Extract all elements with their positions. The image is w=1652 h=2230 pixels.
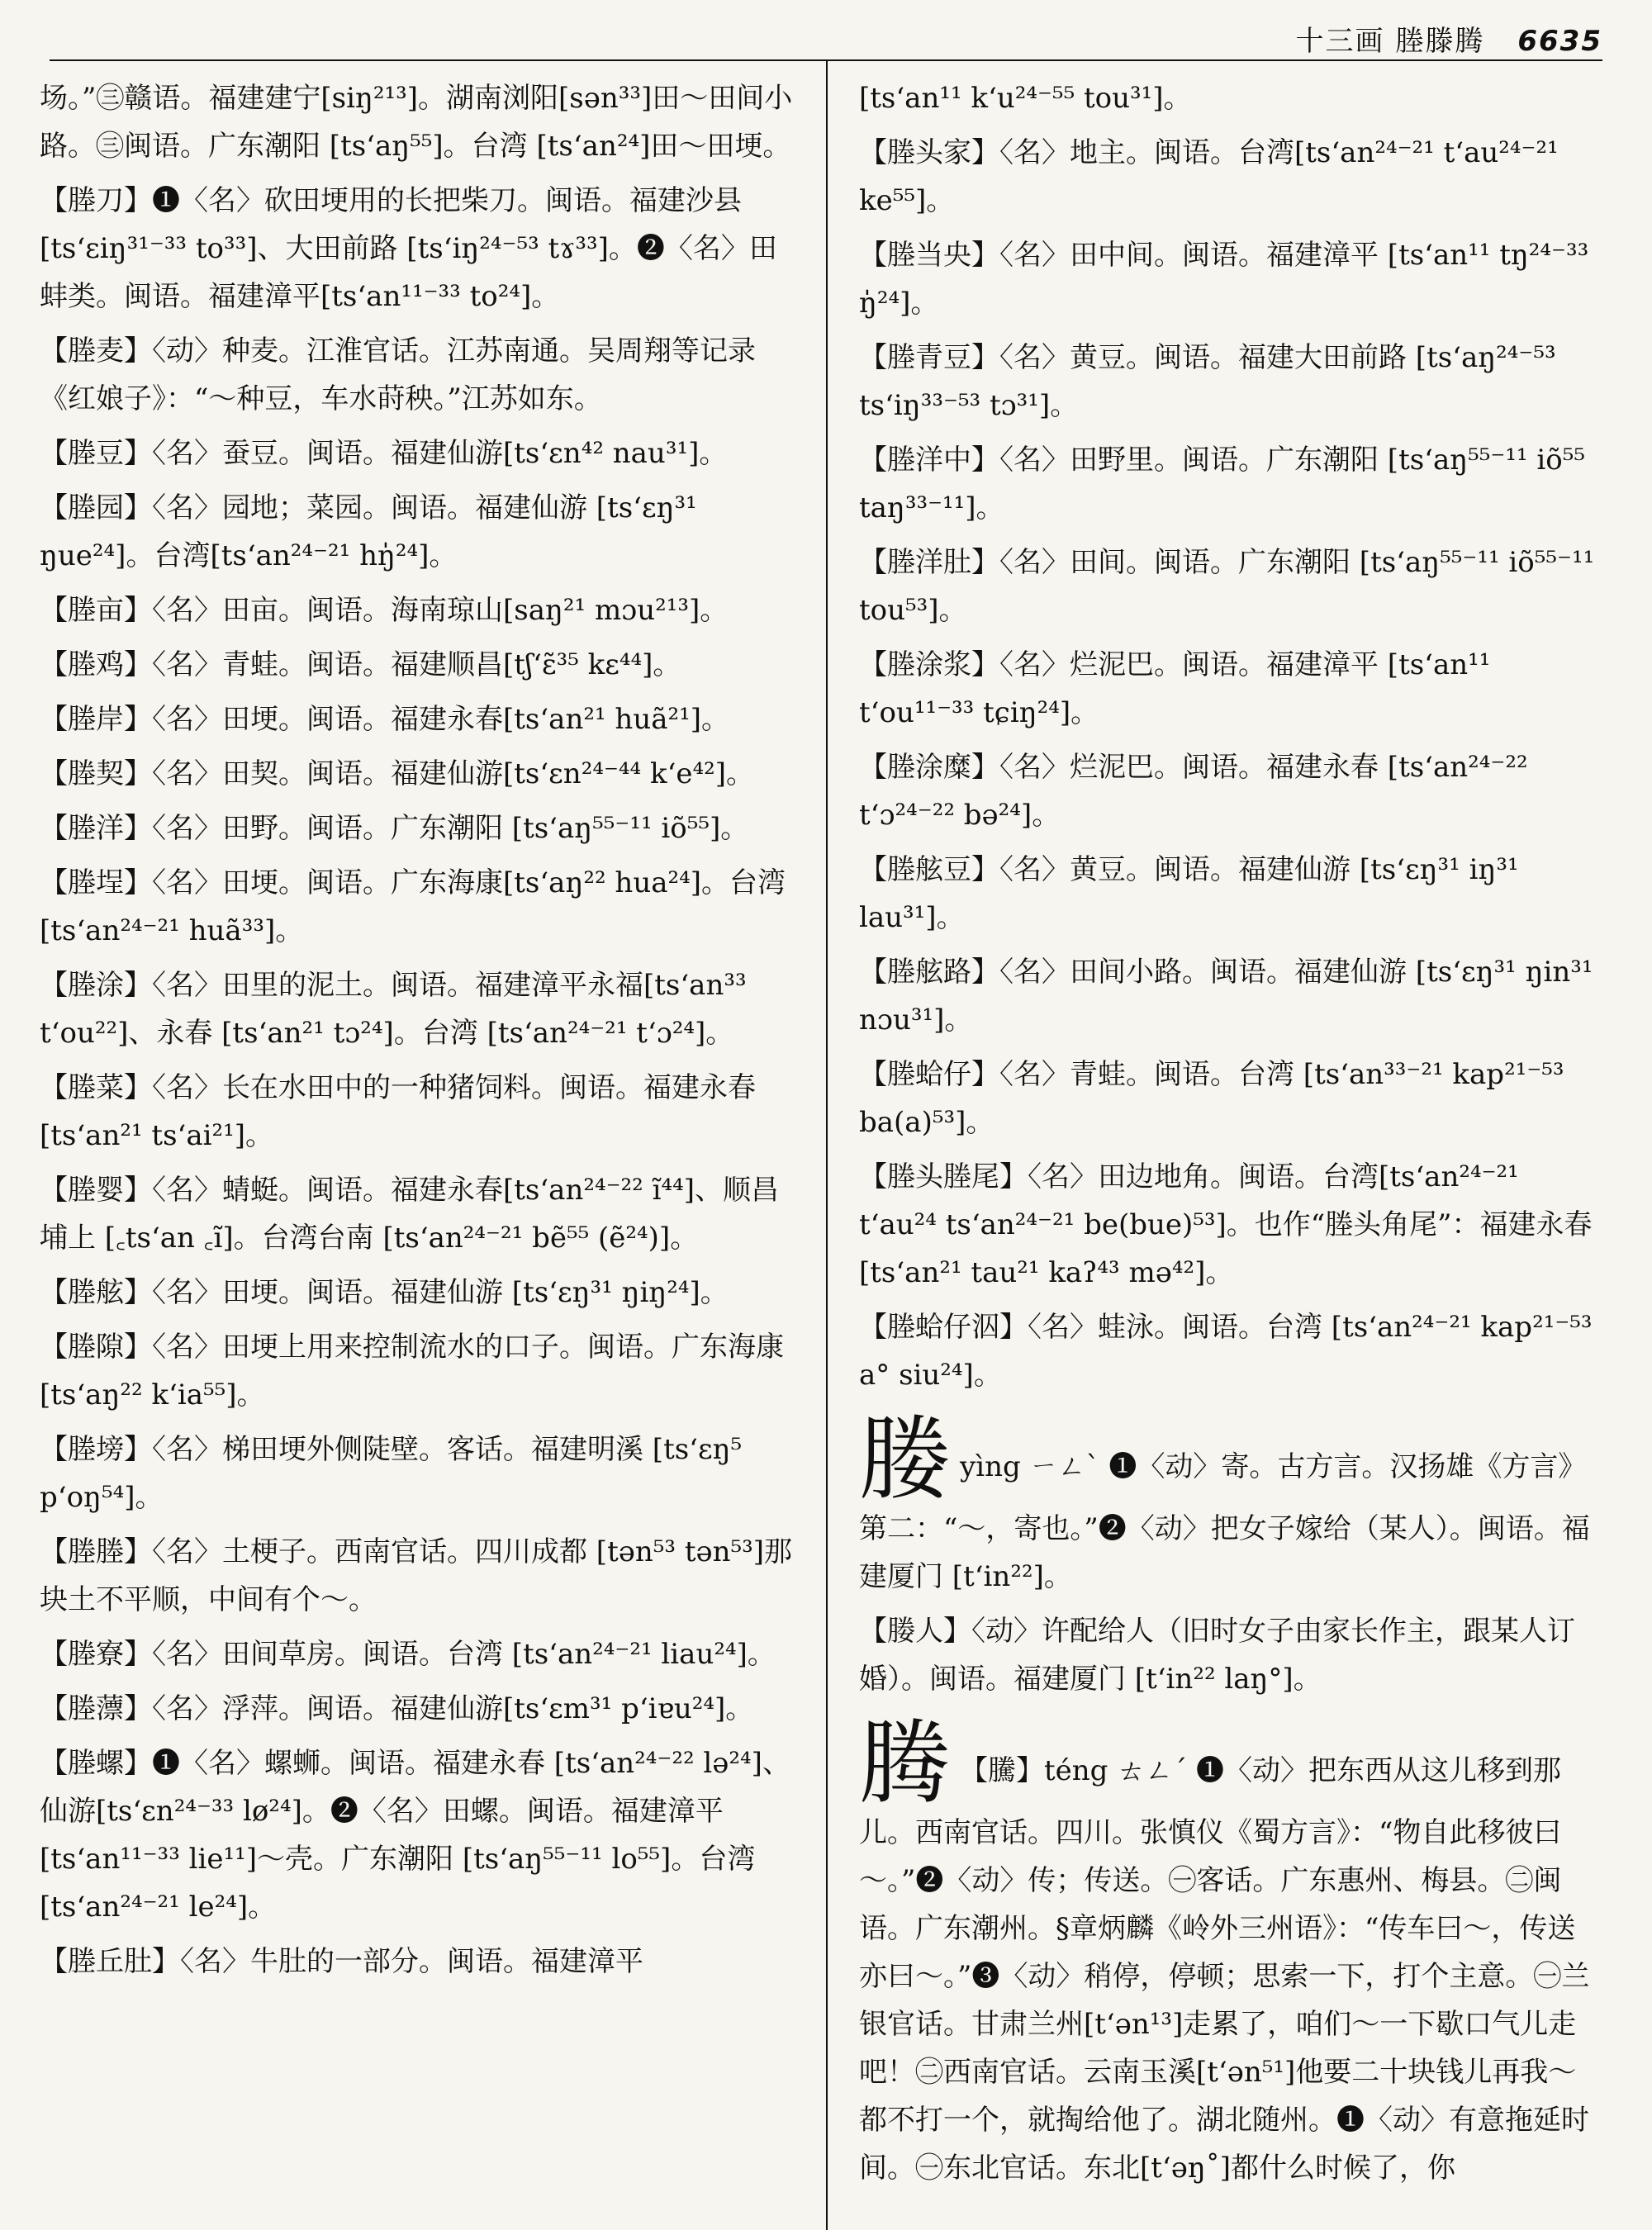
entry-ha-zai: 【塍蛤仔】〈名〉青蛙。闽语。台湾 [ts‘an³³⁻²¹ kap²¹⁻⁵³ ba(a)⁵³]。 (859, 1058, 1564, 1139)
entry-ying: 【塍婴】〈名〉蜻蜓。闽语。福建永春[ts‘an²⁴⁻²² ĩ⁴⁴]、顺昌埔上 [꜀ts‘an ꜀ĩ]。台湾台南 [ts‘an²⁴⁻²¹ bẽ⁵⁵ (ẽ²⁴)]。 (40, 1174, 780, 1255)
entry-tou-wei: 【塍头塍尾】〈名〉田边地角。闽语。台湾[ts‘an²⁴⁻²¹ t‘au²⁴ ts‘an²⁴⁻²¹ be(bue)⁵³]。也作“塍头角尾”：福建永春 [ts‘an²¹ tau²¹ kaʔ⁴³ mə⁴²]。 (859, 1160, 1593, 1289)
entry-tu-dao: 【塍刀】❶〈名〉砍田埂用的长把柴刀。闽语。福建沙县[ts‘ɛiŋ³¹⁻³³ to³³]、大田前路 [ts‘iŋ²⁴⁻⁵³ tɤ³³]。❷〈名〉田蚌类。闽语。福建漳平[ts‘an¹¹⁻³³ to²⁴]。 (40, 184, 777, 313)
entry-qiu-du: 【塍丘肚】〈名〉牛肚的一部分。闽语。福建漳平 (40, 1945, 643, 1978)
header-title: 十三画 塍滕腾 (1295, 25, 1485, 58)
entry-an: 【塍岸】〈名〉田埂。闽语。福建永春[ts‘an²¹ huã²¹]。 (40, 703, 730, 736)
entry-ji: 【塍鸡】〈名〉青蛙。闽语。福建顺昌[tʃ‘ɛ̃³⁵ kɛ⁴⁴]。 (40, 648, 681, 681)
entry-piao: 【塍薸】〈名〉浮萍。闽语。福建仙游[ts‘ɛm³¹ p‘iɐu²⁴]。 (40, 1692, 754, 1725)
entry-continuation-right: [ts‘an¹¹ k‘u²⁴⁻⁵⁵ tou³¹]。 (859, 82, 1192, 115)
entry-ying-text: yìng ㄧㄥˋ ❶〈动〉寄。古方言。汉扬雄《方言》第二：“～，寄也。”❷〈动〉把女子嫁给（某人）。闽语。福建厦门 [t‘in²²]。 (859, 1450, 1590, 1593)
entry-dou: 【塍豆】〈名〉蚕豆。闽语。福建仙游[ts‘ɛn⁴² nau³¹]。 (40, 437, 728, 470)
entry-xian-lu: 【塍舷路】〈名〉田间小路。闽语。福建仙游 [ts‘ɛŋ³¹ ŋin³¹ nɔu³¹]。 (859, 956, 1593, 1037)
entry-xian-dou: 【塍舷豆】〈名〉黄豆。闽语。福建仙游 [ts‘ɛŋ³¹ iŋ³¹ lau³¹]。 (859, 853, 1519, 934)
entry-mai: 【塍麦】〈动〉种麦。江淮官话。江苏南通。吴周翔等记录《红娘子》：“～种豆，车水莳秧。”江苏如东。 (40, 334, 756, 415)
entry-xian: 【塍舷】〈名〉田埂。闽语。福建仙游 [ts‘ɛŋ³¹ ŋiŋ²⁴]。 (40, 1276, 729, 1309)
entry-teng-text: 【騰】téng ㄊㄥˊ ❶〈动〉把东西从这儿移到那儿。西南官话。四川。张慎仪《蜀方言》：“物自此移彼曰～。”❷〈动〉传；传送。㊀客话。广东惠州、梅县。㊁闽语。广东潮州。§章炳麟《岭外三州语》：“传车曰～，传送亦曰～。”❸〈动〉稍停，停顿；思索一下，打个主意。㊀兰银官话。甘肃兰州[t‘ən¹³]走累了，咱们～一下歇口气儿走吧！㊁西南官话。云南玉溪[t‘ən⁵¹]他要二十块钱儿再我～都不打一个，就掏给他了。湖北随州。❶〈动〉有意拖延时间。㊀东北官话。东北[t‘əŋ˚]都什么时候了，你 (859, 1754, 1590, 2185)
entry-xi: 【塍隙】〈名〉田埂上用来控制流水的口子。闽语。广东海康[ts‘aŋ²² k‘ia⁵⁵]。 (40, 1331, 784, 1412)
entry-ying-headchar (859, 1407, 1602, 1601)
left-column (40, 74, 793, 2222)
entry-ying-ren-text: 【媵人】〈动〉许配给人（旧时女子由家长作主，跟某人订婚）。闽语。福建厦门 [t‘in²² laŋ°]。 (859, 1615, 1575, 1696)
entry-cai: 【塍菜】〈名〉长在水田中的一种猪饲料。闽语。福建永春[ts‘an²¹ ts‘ai²¹]。 (40, 1071, 756, 1152)
entry-mu: 【塍亩】〈名〉田亩。闽语。海南琼山[saŋ²¹ mɔu²¹³]。 (40, 594, 729, 627)
entry-tou-jia: 【塍头家】〈名〉地主。闽语。台湾[ts‘an²⁴⁻²¹ t‘au²⁴⁻²¹ ke⁵⁵]。 (859, 136, 1559, 217)
entry-yang: 【塍洋】〈名〉田野。闽语。广东潮阳 [ts‘aŋ⁵⁵⁻¹¹ iõ⁵⁵]。 (40, 812, 749, 845)
entry-tengteng: 【塍塍】〈名〉土梗子。西南官话。四川成都 [tən⁵³ tən⁵³]那块土不平顺，中间有个～。 (40, 1535, 793, 1616)
entry-bang: 【塍塝】〈名〉梯田埂外侧陡壁。客话。福建明溪 [ts‘ɛŋ⁵ p‘oŋ⁵⁴]。 (40, 1433, 743, 1514)
headchar-teng: 腾 (859, 1710, 950, 1816)
headchar-ying: 媵 (859, 1407, 950, 1512)
entry-yang-du: 【塍洋肚】〈名〉田间。闽语。广东潮阳 [ts‘aŋ⁵⁵⁻¹¹ iõ⁵⁵⁻¹¹ tou⁵³]。 (859, 546, 1595, 627)
entry-yang-zhong: 【塍洋中】〈名〉田野里。闽语。广东潮阳 [ts‘aŋ⁵⁵⁻¹¹ iõ⁵⁵ taŋ³³⁻¹¹]。 (859, 444, 1586, 524)
entry-yuan: 【塍园】〈名〉园地；菜园。闽语。福建仙游 [ts‘ɛŋ³¹ ŋue²⁴]。台湾[ts‘an²⁴⁻²¹ hŋ̍²⁴]。 (40, 491, 697, 572)
entry-tu-mi: 【塍涂糜】〈名〉烂泥巴。闽语。福建永春 [ts‘an²⁴⁻²² t‘ɔ²⁴⁻²² bə²⁴]。 (859, 751, 1528, 832)
column-divider (826, 61, 828, 2230)
entry-continuation: 场。”㊂赣语。福建建宁[siŋ²¹³]。湖南浏阳[sən³³]田～田间小路。㊂闽语。广东潮阳 [ts‘aŋ⁵⁵]。台湾 [ts‘an²⁴]田～田埂。 (40, 82, 793, 163)
page-number: 6635 (1517, 25, 1602, 58)
entry-liao: 【塍寮】〈名〉田间草房。闽语。台湾 [ts‘an²⁴⁻²¹ liau²⁴]。 (40, 1638, 776, 1671)
entry-cheng: 【塍埕】〈名〉田埂。闽语。广东海康[ts‘aŋ²² hua²⁴]。台湾[ts‘an²⁴⁻²¹ huã³³]。 (40, 866, 786, 947)
running-header (1296, 18, 1602, 59)
entry-ha-zai-qiu: 【塍蛤仔泅】〈名〉蛙泳。闽语。台湾 [ts‘an²⁴⁻²¹ kap²¹⁻⁵³ a° siu²⁴]。 (859, 1311, 1593, 1392)
entry-tu: 【塍涂】〈名〉田里的泥土。闽语。福建漳平永福[ts‘an³³ t‘ou²²]、永春 [ts‘an²¹ tɔ²⁴]。台湾 [ts‘an²⁴⁻²¹ t‘ɔ²⁴]。 (40, 969, 747, 1050)
entry-qing-dou: 【塍青豆】〈名〉黄豆。闽语。福建大田前路 [ts‘aŋ²⁴⁻⁵³ ts‘iŋ³³⁻⁵³ tɔ³¹]。 (859, 341, 1556, 422)
entry-luo: 【塍螺】❶〈名〉螺蛳。闽语。福建永春 [ts‘an²⁴⁻²² lə²⁴]、仙游[ts‘ɛn²⁴⁻³³ lø²⁴]。❷〈名〉田螺。闽语。福建漳平[ts‘an¹¹⁻³³ lie¹¹]～壳。广东潮阳 [ts‘aŋ⁵⁵⁻¹¹ lo⁵⁵]。台湾[ts‘an²⁴⁻²¹ le²⁴]。 (40, 1747, 790, 1924)
entry-teng-headchar (859, 1710, 1602, 2192)
entry-dang-yang: 【塍当央】〈名〉田中间。闽语。福建漳平 [ts‘an¹¹ tŋ²⁴⁻³³ ŋ̍²⁴]。 (859, 239, 1589, 320)
entry-ying-ren (859, 1607, 1602, 1703)
right-column (859, 74, 1602, 2222)
entry-tu-jiang: 【塍涂浆】〈名〉烂泥巴。闽语。福建漳平 [ts‘an¹¹ t‘ou¹¹⁻³³ tɕiŋ²⁴]。 (859, 648, 1491, 729)
entry-qi: 【塍契】〈名〉田契。闽语。福建仙游[ts‘ɛn²⁴⁻⁴⁴ k‘e⁴²]。 (40, 757, 755, 790)
